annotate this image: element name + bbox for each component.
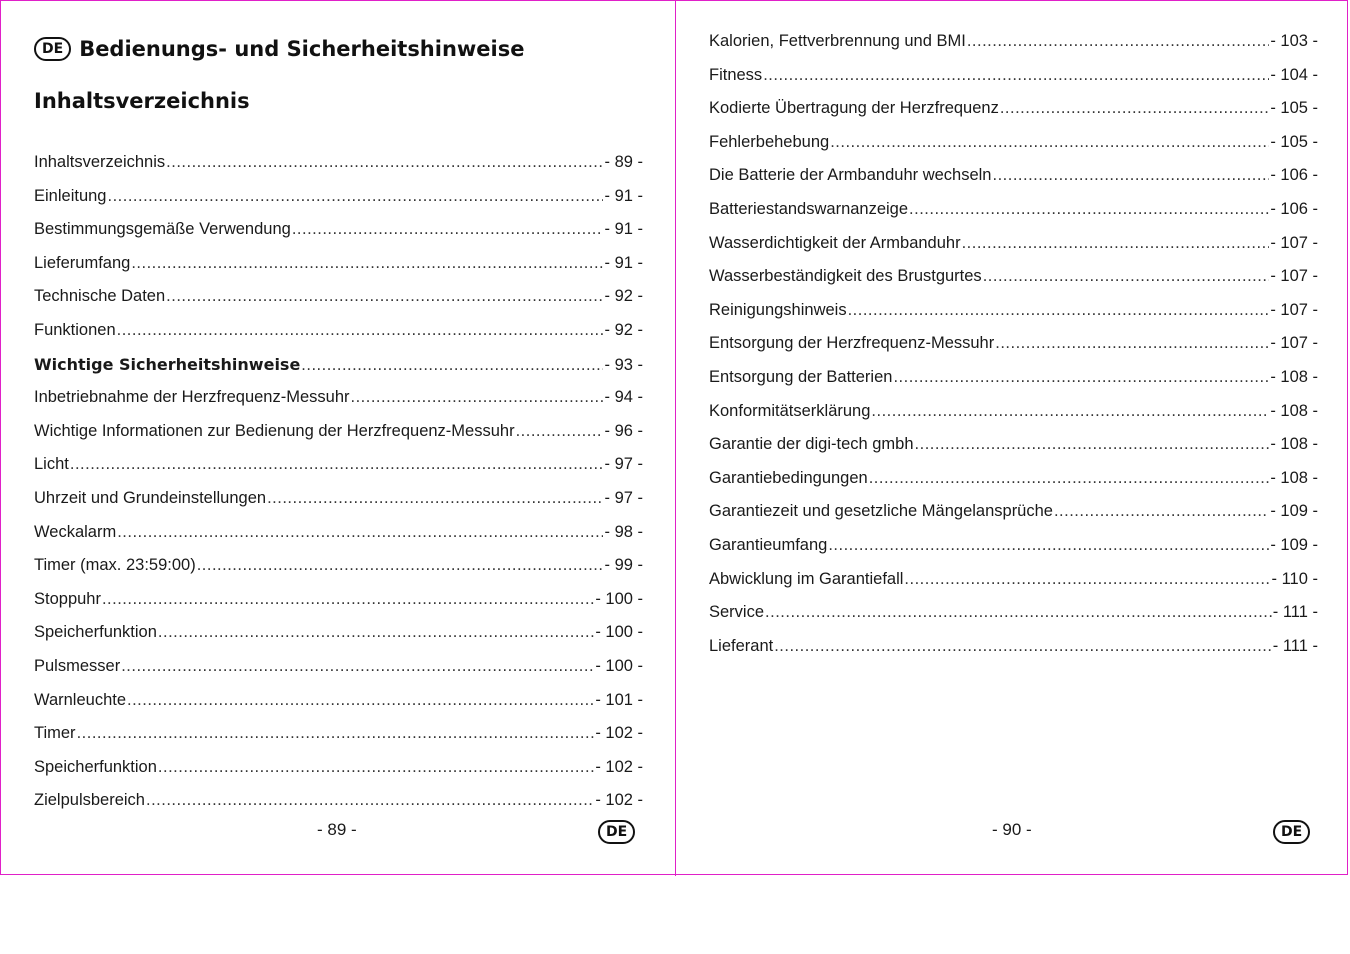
toc-entry-title: Stoppuhr [34,589,101,608]
toc-entry[interactable] [34,590,643,624]
toc-entry-title: Kalorien, Fettverbrennung und BMI [709,32,966,50]
toc-entry[interactable] [34,220,643,254]
toc-list-right [709,32,1318,670]
toc-entry-page: - 107 - [1270,267,1318,286]
page-number: - 89 - [317,820,357,839]
toc-entry[interactable] [709,603,1318,637]
toc-entry-page: - 110 - [1271,569,1318,588]
leader-dots [292,220,604,239]
toc-entry-title: Service [709,603,765,622]
toc-entry[interactable] [709,32,1318,66]
leader-dots [869,469,1270,488]
left-page [1,1,675,876]
right-page [675,1,1349,876]
leader-dots [70,455,604,474]
toc-entry-title: Wasserbeständigkeit des Brustgurtes [709,267,982,286]
toc-entry-title: Batteriestandswarnanzeige [709,199,909,218]
toc-entry-page: - 93 - [604,355,643,374]
toc-entry-title: Lieferant [709,636,774,655]
leader-dots [301,356,603,375]
toc-entry-page: - 100 - [595,656,643,675]
leader-dots [166,287,603,306]
leader-dots [158,758,594,777]
toc-entry-page: - 101 - [595,690,643,709]
toc-entry-title: Garantiezeit und gesetzliche Mängelansprüche [709,502,1053,521]
toc-entry-page: - 104 - [1270,65,1318,84]
leader-dots [516,422,604,441]
leader-dots [774,637,1272,656]
toc-entry-page: - 109 - [1270,535,1318,554]
toc-entry-title: Garantieumfang [709,535,828,554]
language-badge: DE [1273,820,1310,844]
leader-dots [904,570,1270,589]
language-badge: DE [34,37,71,61]
toc-entry[interactable] [34,422,643,456]
footer-language-badge [598,820,635,844]
toc-entry-title: Einleitung [34,186,107,205]
leader-dots [117,321,604,340]
toc-entry[interactable] [709,469,1318,503]
leader-dots [166,153,603,172]
toc-entry[interactable] [34,556,643,590]
toc-entry-title: Wasserdichtigkeit der Armbanduhr [709,233,961,252]
toc-entry-page: - 102 - [595,791,643,810]
toc-entry-page: - 98 - [604,522,643,541]
toc-entry[interactable] [709,66,1318,100]
toc-entry[interactable] [34,187,643,221]
section-heading [34,37,525,61]
toc-entry-page: - 94 - [604,388,643,407]
toc-entry-title: Entsorgung der Herzfrequenz-Messuhr [709,334,995,353]
toc-entry[interactable] [34,724,643,758]
toc-entry-title: Technische Daten [34,287,166,306]
toc-entry-title: Funktionen [34,320,116,339]
leader-dots [871,402,1269,421]
toc-list-left [34,153,643,825]
toc-entry[interactable] [34,489,643,523]
toc-entry-page: - 106 - [1270,199,1318,218]
toc-entry-title: Reinigungshinweis [709,300,847,319]
toc-entry-page: - 107 - [1270,300,1318,319]
toc-entry[interactable] [709,334,1318,368]
leader-dots [77,724,595,743]
leader-dots [158,623,594,642]
leader-dots [127,691,594,710]
toc-entry-page: - 92 - [604,287,643,306]
leader-dots [146,791,594,810]
leader-dots [962,234,1270,253]
toc-entry-title: Bestimmungsgemäße Verwendung [34,220,291,239]
toc-entry-page: - 91 - [604,186,643,205]
leader-dots [197,556,604,575]
toc-entry[interactable] [34,758,643,792]
footer-language-badge [1273,820,1310,844]
toc-entry-page: - 102 - [595,724,643,743]
toc-entry-page: - 107 - [1270,334,1318,353]
toc-entry[interactable] [709,435,1318,469]
toc-entry-title: Timer (max. 23:59:00) [34,556,196,575]
toc-entry-page: - 100 - [595,623,643,642]
toc-entry-page: - 96 - [604,421,643,440]
toc-entry[interactable] [34,254,643,288]
toc-entry[interactable] [709,502,1318,536]
toc-entry[interactable] [709,133,1318,167]
toc-entry-page: - 99 - [604,556,643,575]
toc-entry[interactable] [709,234,1318,268]
toc-entry-title: Garantie der digi-tech gmbh [709,435,914,454]
leader-dots [117,523,603,542]
toc-entry-title: Fitness [709,65,763,84]
toc-entry[interactable] [709,368,1318,402]
toc-entry[interactable] [34,657,643,691]
leader-dots [267,489,603,508]
leader-dots [102,590,594,609]
leader-dots [828,536,1269,555]
leader-dots [909,200,1269,219]
leader-dots [121,657,594,676]
toc-entry[interactable] [709,570,1318,604]
toc-entry[interactable] [34,355,643,389]
toc-entry-page: - 106 - [1270,166,1318,185]
toc-entry-page: - 91 - [604,253,643,272]
toc-entry-title: Inbetriebnahme der Herzfrequenz-Messuhr [34,388,350,407]
leader-dots [995,334,1269,353]
page-number: - 90 - [992,820,1032,839]
toc-entry-title: Wichtige Informationen zur Bedienung der Herzfrequenz-Messuhr [34,421,515,440]
toc-entry-title: Speicherfunktion [34,757,157,776]
leader-dots [992,166,1269,185]
leader-dots [763,66,1269,85]
toc-entry-page: - 105 - [1270,99,1318,118]
toc-entry-page: - 102 - [595,757,643,776]
toc-entry-page: - 105 - [1270,132,1318,151]
toc-entry[interactable] [34,388,643,422]
leader-dots [915,435,1270,454]
toc-entry[interactable] [709,402,1318,436]
toc-entry[interactable] [34,287,643,321]
toc-entry-page: - 108 - [1270,367,1318,386]
toc-entry-title: Uhrzeit und Grundeinstellungen [34,488,267,507]
leader-dots [830,133,1269,152]
toc-entry-title: Abwicklung im Garantiefall [709,569,904,588]
toc-entry[interactable] [34,153,643,187]
toc-entry[interactable] [34,623,643,657]
toc-entry-title: Pulsmesser [34,656,121,675]
toc-entry[interactable] [709,166,1318,200]
toc-entry-page: - 100 - [595,589,643,608]
toc-entry-page: - 108 - [1270,401,1318,420]
leader-dots [765,603,1272,622]
leader-dots [983,267,1270,286]
toc-entry[interactable] [709,301,1318,335]
toc-entry-page: - 108 - [1270,468,1318,487]
toc-entry-page: - 92 - [604,320,643,339]
toc-entry-page: - 108 - [1270,435,1318,454]
toc-entry-page: - 97 - [604,455,643,474]
toc-entry-title: Konformitätserklärung [709,401,871,420]
toc-entry-title: Garantiebedingungen [709,468,868,487]
toc-entry[interactable] [709,536,1318,570]
toc-entry-title: Die Batterie der Armbanduhr wechseln [709,166,992,185]
toc-entry-page: - 111 - [1272,603,1318,622]
toc-title: Inhaltsverzeichnis [34,89,250,113]
leader-dots [1000,99,1269,118]
toc-entry-title: Kodierte Übertragung der Herzfrequenz [709,99,999,118]
leader-dots [1054,502,1269,521]
toc-entry-title: Wichtige Sicherheitshinweise [34,354,301,374]
toc-entry[interactable] [34,455,643,489]
heading-text: Bedienungs- und Sicherheitshinweise [79,37,525,61]
toc-entry-title: Inhaltsverzeichnis [34,153,166,171]
leader-dots [351,388,604,407]
leader-dots [848,301,1270,320]
toc-entry-title: Zielpulsbereich [34,791,145,810]
toc-entry[interactable] [709,637,1318,671]
toc-entry-page: - 107 - [1270,233,1318,252]
toc-entry-page: - 109 - [1270,502,1318,521]
leader-dots [893,368,1269,387]
toc-entry[interactable] [709,200,1318,234]
toc-entry-title: Fehlerbehebung [709,132,830,151]
toc-entry-title: Weckalarm [34,522,117,541]
toc-entry-page: - 91 - [604,220,643,239]
leader-dots [131,254,603,273]
toc-entry[interactable] [34,523,643,557]
toc-entry-page: - 111 - [1272,636,1318,655]
language-badge: DE [598,820,635,844]
toc-entry[interactable] [709,99,1318,133]
toc-entry-title: Speicherfunktion [34,623,157,642]
toc-entry[interactable] [34,321,643,355]
toc-entry-title: Warnleuchte [34,690,127,709]
toc-entry-page: - 97 - [604,488,643,507]
toc-entry-page: - 89 - [604,153,643,171]
toc-entry-page: - 103 - [1270,32,1318,50]
toc-entry-title: Entsorgung der Batterien [709,367,893,386]
toc-entry-title: Licht [34,455,69,474]
toc-entry-title: Timer [34,724,76,743]
toc-entry[interactable] [34,691,643,725]
toc-entry-title: Lieferumfang [34,253,131,272]
leader-dots [107,187,603,206]
leader-dots [967,32,1269,51]
toc-entry[interactable] [709,267,1318,301]
